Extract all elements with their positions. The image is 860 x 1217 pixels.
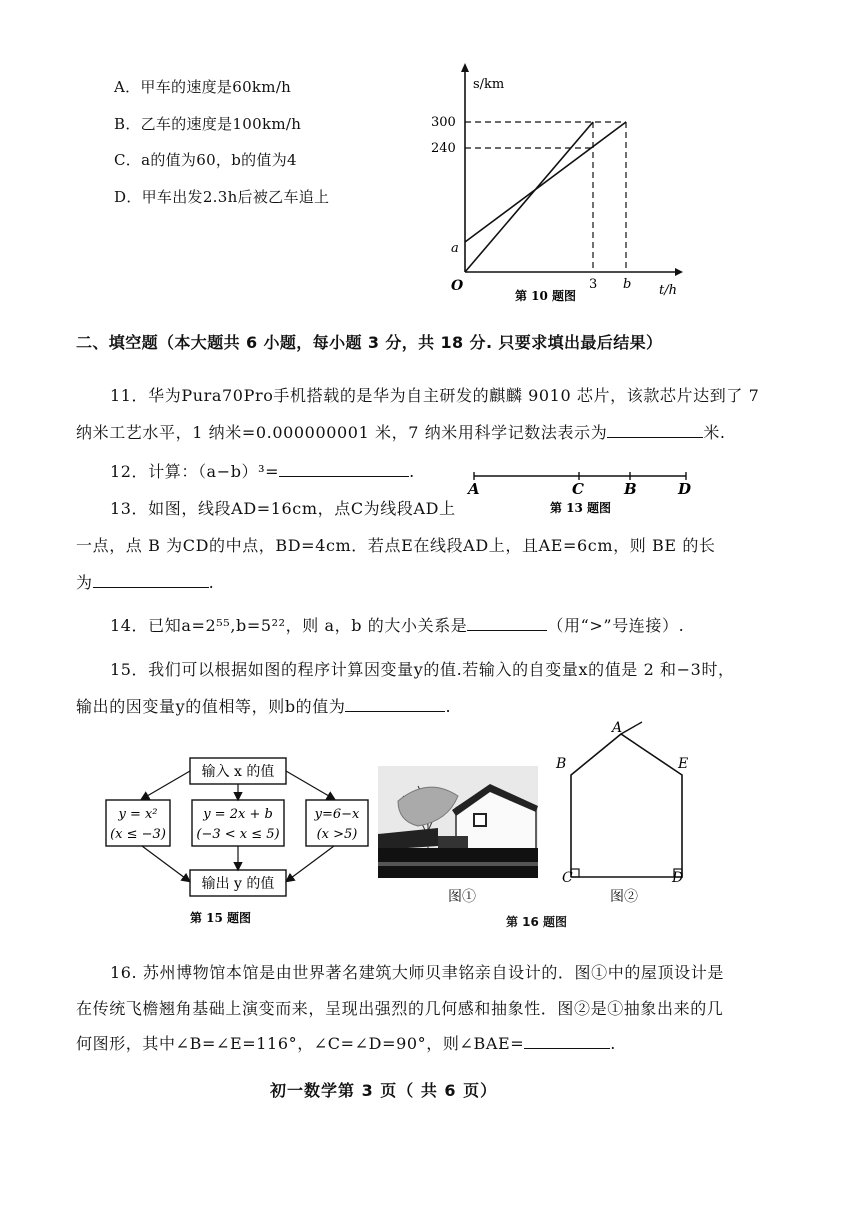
roof-extension	[621, 722, 642, 734]
branch-1-formula: y = x²	[118, 807, 158, 822]
tick-240: 240	[431, 141, 456, 156]
q12-line	[110, 459, 415, 482]
point-c-label: C	[572, 480, 584, 498]
q12-text: 12．计算：（a−b）³=	[110, 462, 280, 481]
q15-answer-blank[interactable]	[345, 697, 445, 712]
q14-text: 14．已知a=2⁵⁵,b=5²²，则 a，b 的大小关系是	[110, 616, 468, 635]
option-c: C．a的值为60，b的值为4	[114, 151, 297, 169]
q12-answer-blank[interactable]	[279, 462, 409, 477]
y-axis-arrow	[461, 63, 469, 72]
arrow-out-3	[287, 846, 334, 881]
q11-line1: 11．华为Pura70Pro手机搭载的是华为自主研发的麒麟 9010 芯片，该款芯片达到了 7	[110, 386, 760, 405]
option-a: A．甲车的速度是60km/h	[114, 78, 292, 96]
tick-3: 3	[589, 277, 598, 292]
line-car-yi	[465, 122, 593, 272]
point-c-label: C	[562, 870, 573, 886]
figure-16-pentagon	[552, 716, 702, 886]
pentagon-bcdea	[571, 734, 682, 877]
q16-line1: 16. 苏州博物馆本馆是由世界著名建筑大师贝聿铭亲自设计的．图①中的屋顶设计是	[110, 963, 724, 982]
building-window	[474, 814, 486, 826]
point-e-label: E	[678, 756, 689, 772]
q13-answer-blank[interactable]	[93, 573, 209, 588]
branch-3-formula: y=6−x	[314, 807, 360, 822]
q16-period: .	[610, 1034, 616, 1053]
arrow-in-3	[286, 771, 334, 799]
figure-16-label-1: 图①	[448, 889, 476, 905]
option-d: D．甲车出发2.3h后被乙车追上	[114, 188, 330, 206]
photo-path	[378, 862, 538, 866]
y-axis-label: s/km	[473, 77, 505, 92]
q13-text: 为	[76, 573, 93, 592]
figure-16-photo	[378, 766, 538, 878]
branch-2-condition: (−3 < x ≤ 5)	[196, 827, 280, 842]
point-a-label: A	[612, 720, 623, 736]
point-d-label: D	[678, 480, 692, 498]
q13-period: .	[208, 573, 215, 592]
q11-answer-blank[interactable]	[607, 423, 703, 438]
q13-line2: 一点，点 B 为CD的中点，BD=4cm．若点E在线段AD上，且AE=6cm，则 BE 的长	[76, 536, 716, 555]
figure-15-caption: 第 15 题图	[190, 911, 252, 925]
q15-period: .	[445, 697, 452, 716]
line-car-jia	[465, 122, 626, 242]
q15-text: 输出的因变量y的值相等，则b的值为	[76, 697, 346, 716]
q15-line1: 15．我们可以根据如图的程序计算因变量y的值.若输入的自变量x的值是 2 和−3时，	[110, 660, 735, 679]
x-axis-label: t/h	[659, 283, 677, 298]
figure-10-caption: 第 10 题图	[515, 289, 577, 303]
q14-line	[110, 613, 684, 636]
q14-note: （用“>”号连接）.	[547, 616, 685, 635]
figure-16-label-2: 图②	[610, 889, 638, 905]
q15-line2	[76, 694, 451, 717]
x-axis-arrow	[675, 268, 683, 276]
figure-15-flowchart	[100, 750, 380, 930]
point-b-label: B	[624, 480, 637, 498]
figure-10-graph	[425, 58, 695, 303]
branch-2-formula: y = 2x + b	[203, 807, 273, 822]
figure-16-caption: 第 16 题图	[506, 915, 568, 929]
point-d-label: D	[672, 870, 684, 886]
option-b: B．乙车的速度是100km/h	[114, 115, 302, 133]
point-b-label: B	[556, 756, 567, 772]
q16-line3	[76, 1031, 616, 1054]
figure-13-segment	[462, 466, 702, 518]
q16-text: 何图形，其中∠B=∠E=116°，∠C=∠D=90°，则∠BAE=	[76, 1034, 525, 1053]
q16-line2: 在传统飞檐翘角基础上演变而来，呈现出强烈的几何感和抽象性．图②是①抽象出来的几	[76, 999, 724, 1018]
tick-300: 300	[431, 115, 456, 130]
input-box-label: 输入 x 的值	[201, 764, 275, 780]
label-a: a	[451, 241, 459, 256]
label-origin: O	[451, 278, 464, 294]
q12-period: .	[409, 462, 415, 481]
section-2-heading: 二、填空题（本大题共 6 小题，每小题 3 分，共 18 分. 只要求填出最后结果）	[76, 333, 663, 352]
q11-unit: 米.	[703, 423, 726, 442]
q16-answer-blank[interactable]	[524, 1034, 610, 1049]
arrow-in-1	[142, 771, 190, 799]
branch-3-condition: (x >5)	[316, 827, 358, 842]
arrow-out-1	[142, 846, 189, 881]
output-box-label: 输出 y 的值	[201, 876, 275, 892]
tick-b: b	[623, 277, 632, 292]
page-footer: 初一数学第 3 页（ 共 6 页）	[270, 1081, 498, 1100]
q11-text: 纳米工艺水平，1 纳米=0.000000001 米，7 纳米用科学记数法表示为	[76, 423, 608, 442]
q14-answer-blank[interactable]	[467, 616, 547, 631]
q13-line3	[76, 570, 214, 593]
branch-1-condition: (x ≤ −3)	[110, 827, 166, 842]
figure-13-caption: 第 13 题图	[550, 501, 612, 515]
q13-line1: 13．如图，线段AD=16cm，点C为线段AD上	[110, 499, 456, 518]
point-a-label: A	[468, 480, 480, 498]
q11-line2	[76, 420, 726, 443]
